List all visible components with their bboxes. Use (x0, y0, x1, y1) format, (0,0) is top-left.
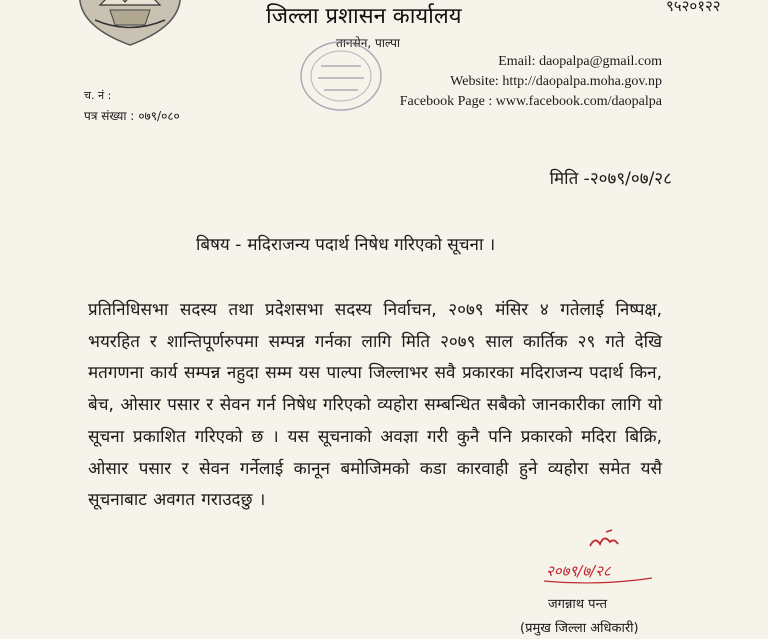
office-address: तानसेन, पाल्पा (336, 36, 401, 50)
notice-body: प्रतिनिधिसभा सदस्य तथा प्रदेशसभा सदस्य निर्वाचन, २०७९ मंसिर ४ गतेलाई निष्पक्ष, भयरहित र शान्तिपूर्णरुपमा सम्पन्न गर्नका लागि मिति २०७९ साल कार्तिक २९ गते देखि मतगणना कार्य सम्पन्न नहुदा सम्म यस पाल्पा जिल्लाभर सवै प्रकारका मदिराजन्य पदार्थ किन, बेच, ओसार पसार र सेवन गर्न निषेध गरिएको व्यहोरा सम्बन्धित सबैको जानकारीका लागि यो सूचना प्रकाशित गरिएको छ । यस सूचनाको अवज्ञा गरी कुनै पनि प्रकारको मदिरा बिक्रि, ओसार पसार र सेवन गर्नेलाई कानून बमोजिमको कडा कारवाही हुने व्यहोरा समेत यसै सूचनाबाट अवगत गराउदछु । (88, 300, 662, 511)
reference-label: च. नं : (84, 89, 112, 102)
letter-number (84, 107, 180, 124)
handwritten-signature-icon (540, 528, 660, 588)
signer-title: (प्रमुख जिल्ला अधिकारी) (520, 621, 639, 636)
subject-label: बिषय - (196, 235, 242, 255)
letter-number-label: पत्र संख्या : (84, 109, 135, 123)
office-title: जिल्ला प्रशासन कार्यालय (266, 4, 462, 29)
subject-text: मदिराजन्य पदार्थ निषेध गरिएको सूचना । (247, 235, 496, 255)
facebook-label: Facebook Page : (399, 94, 493, 109)
letter-number-value: ०७९/०८० (138, 109, 180, 123)
nepal-emblem-icon (60, 0, 200, 50)
email-value: daopalpa@gmail.com (539, 54, 662, 69)
office-stamp-icon (296, 36, 386, 116)
document-date (550, 166, 672, 189)
signature-date: २०७९/७/२८ (546, 562, 611, 580)
date-label: मिति - (549, 169, 590, 189)
email-line (400, 52, 662, 72)
reference-number (84, 88, 115, 103)
signer-name: जगन्नाथ पन्त (548, 597, 607, 612)
website-label: Website: (450, 74, 499, 89)
website-value: http://daopalpa.moha.gov.np (502, 74, 662, 89)
subject-line (196, 232, 495, 255)
facebook-line (400, 92, 662, 112)
date-value: २०७९/०७/२८ (589, 169, 672, 189)
contact-block (400, 52, 662, 112)
phone-number: ९५२०१२२ (666, 0, 721, 15)
website-line (400, 72, 662, 92)
email-label: Email: (498, 54, 536, 69)
facebook-value: www.facebook.com/daopalpa (495, 94, 662, 109)
